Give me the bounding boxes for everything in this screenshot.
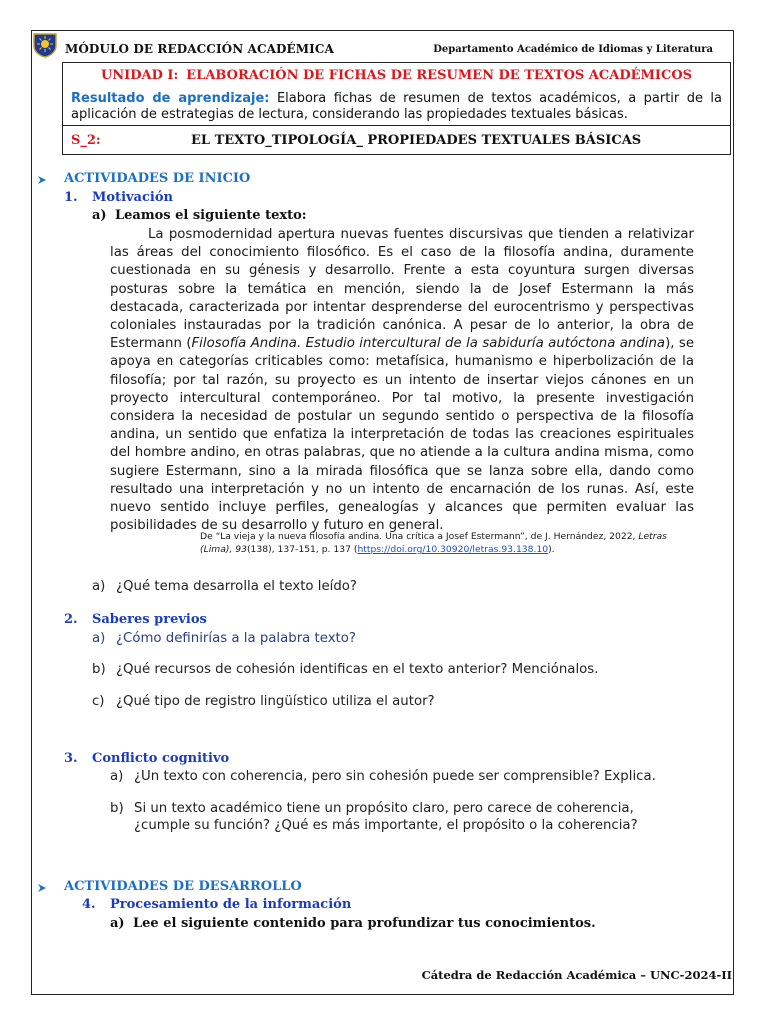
unit-title-text: ELABORACIÓN DE FICHAS DE RESUMEN DE TEXTOS ACADÉMICOS [186, 68, 693, 83]
citation-journal: Letras (Lima), 93 [200, 531, 667, 555]
item-title-procesamiento: Procesamiento de la información [110, 897, 352, 912]
university-crest-icon [32, 32, 58, 58]
unit-box [62, 62, 731, 155]
question-tema [92, 578, 357, 595]
reading-part-1: La posmodernidad apertura nuevas fuentes discursivas que tienden a relativizar las áreas del conocimiento filosófico. Es el caso de la filosofía andina, duramente cuestionada en su génesis y desarrollo. Frente a esta coyuntura surgen diversas posturas sobre la temática en mención, siendo la de Josef Estermann la más destacada, caracterizada por intentar desprenderse del eurocentrismo y perspectivas coloniales instauradas por la tradición canónica. A pesar de lo anterior, la obra de Estermann ( [110, 227, 694, 352]
section-heading-desarrollo: ACTIVIDADES DE DESARROLLO [64, 879, 302, 894]
unit-divider [63, 125, 730, 126]
learning-outcome-label: Resultado de aprendizaje: [71, 91, 270, 106]
development-task-text: Lee el siguiente contenido para profundizar tus conocimientos. [133, 916, 596, 931]
question-saberes-c [92, 693, 435, 710]
module-title: MÓDULO DE REDACCIÓN ACADÉMICA [65, 42, 334, 56]
development-task-letter: a) [110, 916, 125, 931]
doi-link[interactable]: https://doi.org/10.30920/letras.93.138.10 [357, 544, 549, 555]
session-code: S_2: [71, 133, 101, 148]
learning-outcome-text: Elabora fichas de resumen de textos académicos, a partir de la aplicación de estrategias de lectura, considerando las propiedades textuales básicas. [71, 91, 723, 122]
section-heading-inicio: ACTIVIDADES DE INICIO [64, 171, 251, 186]
reading-task-letter: a) [92, 208, 107, 223]
question-letter: a) [92, 579, 106, 594]
reading-passage [110, 226, 694, 535]
question-saberes-b [92, 661, 598, 678]
question-conflicto-a [110, 768, 656, 785]
arrow-bullet-icon [37, 175, 48, 185]
question-text: ¿Un texto con coherencia, pero sin cohesión puede ser comprensible? Explica. [134, 769, 656, 784]
arrow-bullet-icon [37, 883, 48, 893]
citation-post: (138), 137-151, p. 137 ( [246, 544, 358, 555]
question-text: ¿Qué recursos de cohesión identificas en el texto anterior? Menciónalos. [116, 662, 599, 677]
unit-title [63, 68, 730, 83]
question-letter: a) [92, 631, 106, 646]
question-letter: a) [110, 769, 124, 784]
session-title: EL TEXTO_TIPOLOGÍA_ PROPIEDADES TEXTUALES BÁSICAS [191, 133, 642, 148]
item-title-motivacion: Motivación [92, 190, 173, 205]
citation-end: ). [548, 544, 555, 555]
item-title-conflicto: Conflicto cognitivo [92, 751, 230, 766]
department-name: Departamento Académico de Idiomas y Literatura [433, 44, 713, 55]
question-conflicto-b-letter: b) [110, 801, 124, 816]
question-text: ¿Qué tema desarrolla el texto leído? [116, 579, 357, 594]
item-title-saberes: Saberes previos [92, 612, 207, 627]
question-text: ¿Qué tipo de registro lingüístico utiliza el autor? [116, 694, 435, 709]
reading-part-2: ), se apoya en categorías criticables como: metafísica, humanismo e hiperbolización de la filosofía; por tal razón, su proyecto es un intento de insertar viejos cánones en un proyecto intercultural contemporáneo. Por tal motivo, la presente investigación considera la necesidad de postular un segundo sentido o perspectiva de la filosofía andina, un sentido que enfatiza la interpretación de todas las creaciones espirituales del hombre andino, en otras palabras, que no atiende a la cultura andina misma, como sugiere Estermann, sino a la mirada filosófica que se lanza sobre ella, dando como resultado una interpretación y no un intento de encarnación de los runas. Así, este nuevo sentido incluye perfiles, genealogías y alcances que permiten evaluar las posibilidades de su desarrollo y futuro en general. [110, 336, 695, 534]
question-text: ¿Cómo definirías a la palabra texto? [116, 631, 356, 646]
item-number-motivacion: 1. [64, 190, 78, 205]
learning-outcome [71, 91, 722, 123]
footer-text: Cátedra de Redacción Académica – UNC-2024-II [421, 968, 732, 982]
reading-task-text: Leamos el siguiente texto: [115, 208, 307, 223]
question-letter: c) [92, 694, 105, 709]
item-number-conflicto: 3. [64, 751, 78, 766]
question-letter: b) [92, 662, 106, 677]
question-conflicto-b-text: Si un texto académico tiene un propósito claro, pero carece de coherencia, ¿cumple su función? ¿Qué es más importante, el propósito o la coherencia? [134, 801, 638, 833]
question-saberes-a [92, 630, 356, 647]
citation-pre: De “La vieja y la nueva filosofía andina. Una crítica a Josef Estermann”, de J. Hernández, 2022, [200, 531, 636, 542]
citation [200, 530, 694, 556]
item-number-saberes: 2. [64, 612, 78, 627]
item-number-procesamiento: 4. [82, 897, 96, 912]
reading-book-title: Filosofía Andina. Estudio intercultural de la sabiduría autóctona andina [191, 336, 666, 352]
unit-lead: UNIDAD I: [100, 68, 179, 83]
